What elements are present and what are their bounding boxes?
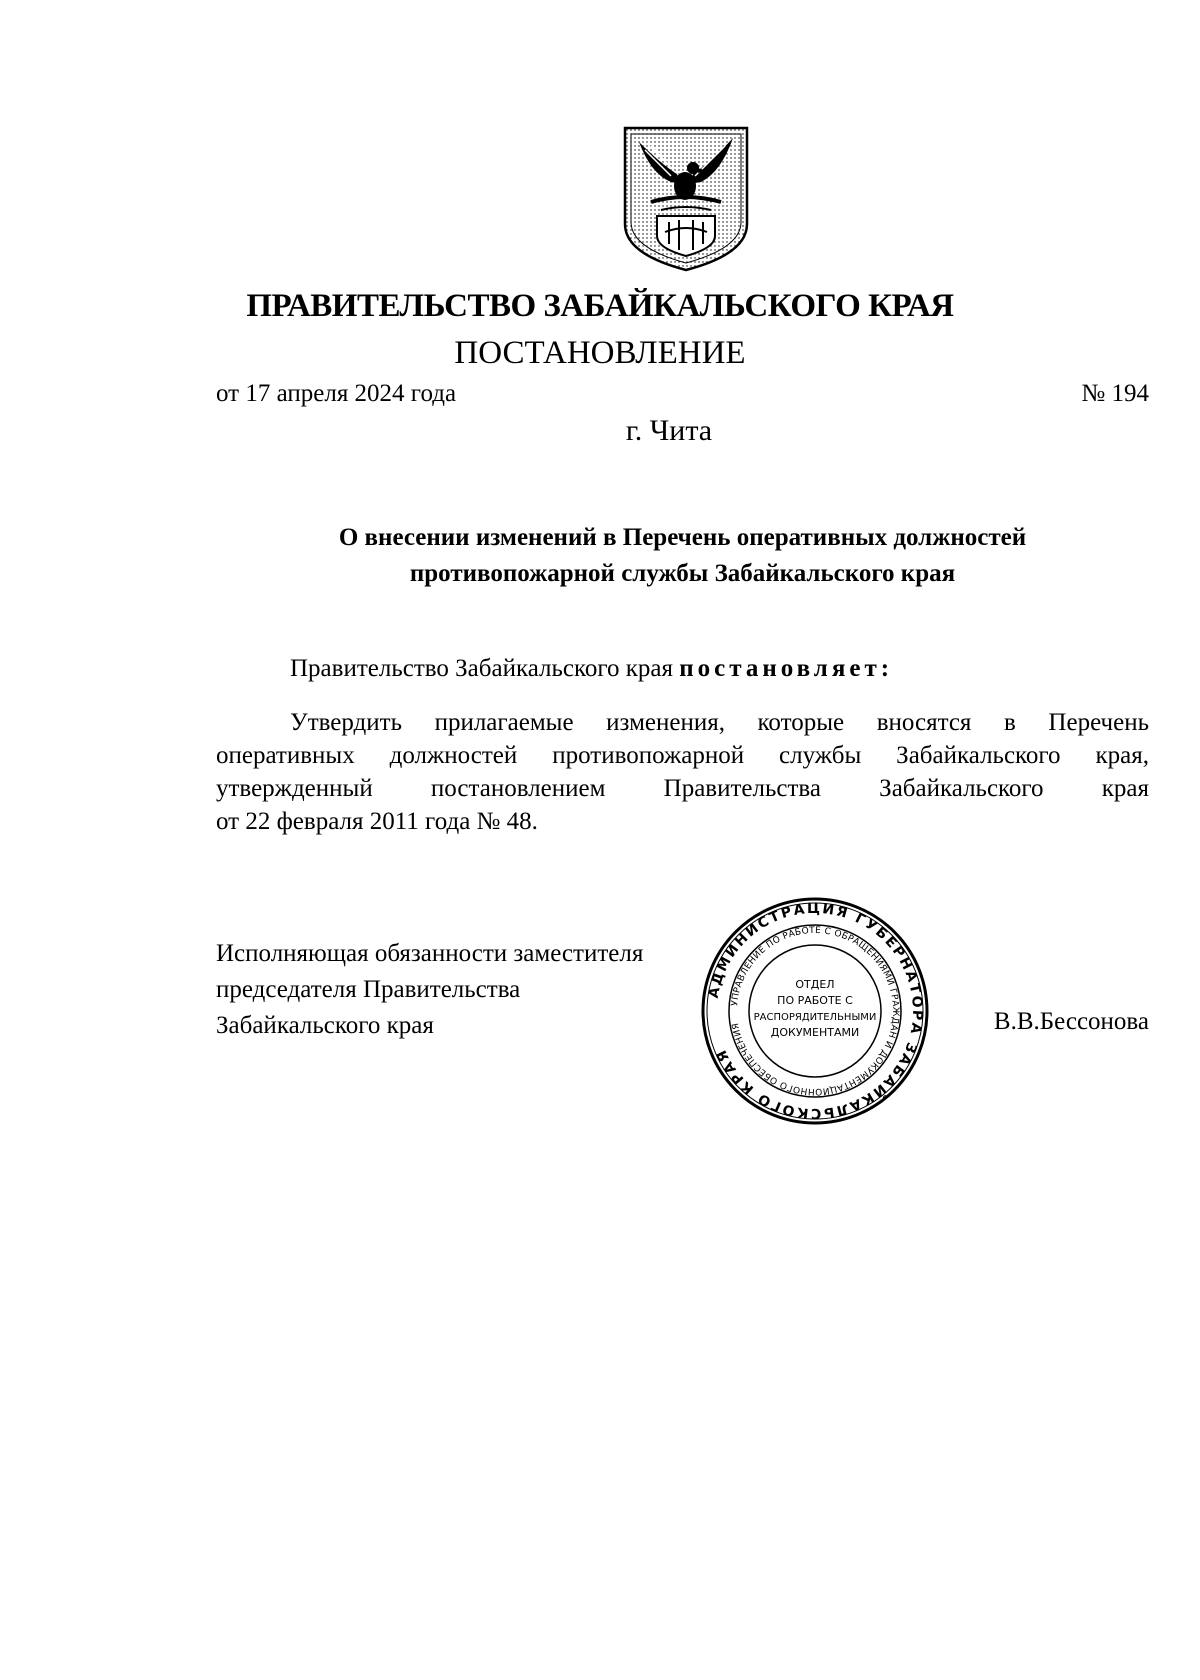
body-line: утвержденный постановлением Правительства Забайкальского края (216, 775, 1149, 802)
signer-line: Забайкальского края (216, 1012, 434, 1039)
document-body (216, 706, 1149, 838)
document-date: от 17 апреля 2024 года (216, 380, 457, 407)
body-line: Утвердить прилагаемые изменения, которые вносятся в Перечень (290, 709, 1149, 736)
body-line: оперативных должностей противопожарной службы Забайкальского края, (216, 742, 1149, 769)
svg-text:УПРАВЛЕНИЕ ПО РАБОТЕ С ОБРАЩЕН (730, 926, 900, 1096)
signer-name: В.В.Бессонова (993, 1008, 1149, 1035)
seal-middle-text: УПРАВЛЕНИЕ ПО РАБОТЕ С ОБРАЩЕНИЯМИ ГРАЖДАН И ДОКУМЕНТАЦИОННОГО ОБЕСПЕЧЕНИЯ (730, 925, 901, 1097)
signer-line: Исполняющая обязанности заместителя (216, 940, 644, 967)
document-number: № 194 (1081, 380, 1149, 407)
decree-statement (290, 655, 893, 683)
decree-verb: постановляет: (679, 655, 894, 682)
subject-line: противопожарной службы Забайкальского края (409, 560, 956, 587)
coat-of-arms-icon (621, 124, 751, 274)
document-type: ПОСТАНОВЛЕНИЕ (454, 335, 746, 371)
seal-center-line: РАСПОРЯДИТЕЛЬНЫМИ (753, 1012, 877, 1023)
seal-center-line: ОТДЕЛ (795, 978, 835, 991)
document-subject (216, 520, 1149, 592)
seal-center-line: ПО РАБОТЕ С (777, 994, 853, 1007)
signer-position (216, 936, 643, 1044)
decree-prefix: Правительство Забайкальского края (290, 655, 674, 682)
seal-center-line: ДОКУМЕНТАМИ (770, 1026, 860, 1039)
organization-title: ПРАВИТЕЛЬСТВО ЗАБАЙКАЛЬСКОГО КРАЯ (246, 288, 954, 324)
official-seal-icon (700, 896, 930, 1126)
seal-outer-text: АДМИНИСТРАЦИЯ ГУБЕРНАТОРА ЗАБАЙКАЛЬСКОГО КРАЯ (705, 900, 926, 1122)
body-line: от 22 февраля 2011 года № 48. (216, 808, 538, 835)
subject-line: О внесении изменений в Перечень оперативных должностей (338, 524, 1027, 551)
signer-line: председателя Правительства (216, 976, 521, 1003)
document-city: г. Чита (625, 414, 713, 447)
